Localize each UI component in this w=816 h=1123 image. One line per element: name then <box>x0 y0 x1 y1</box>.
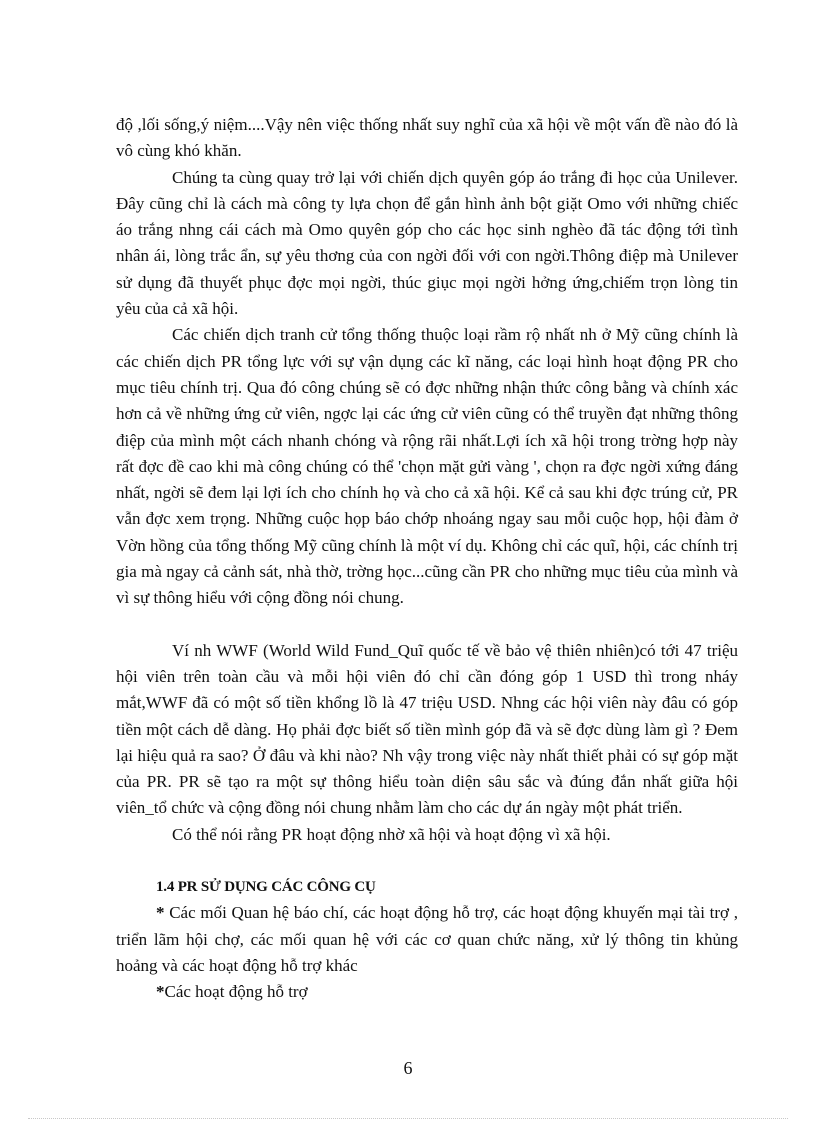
paragraph-continuation: độ ,lối sống,ý niệm....Vậy nên việc thống nhất suy nghĩ của xã hội về một vấn đề nào đó là vô cùng khó khăn. <box>116 115 738 161</box>
bullet-mark: * <box>156 982 165 1002</box>
bullet-text: Các mối Quan hệ báo chí, các hoạt động hỗ trợ, các hoạt động khuyến mại tài trợ , triển lãm hội chợ, các mối quan hệ với các cơ quan chức năng, xử lý thông tin khủng hoảng và các hoạt động hỗ trợ khác <box>116 903 738 975</box>
paragraph-wwf: Ví nh WWF (World Wild Fund_Quĩ quốc tế về bảo vệ thiên nhiên)có tới 47 triệu hội viên trên toàn cầu và mỗi hội viên đó chỉ cần đóng góp 1 USD thì trong nháy mắt,WWF đã có một số tiền khổng lồ là 47 triệu USD. Nhng các hội viên này đâu có góp tiền một cách dễ dàng. Họ phải đợc biết số tiền mình góp đã và sẽ đợc dùng làm gì ? Đem lại hiệu quả ra sao? Ở đâu và khi nào? Nh vậy trong việc này nhất thiết phải có sự góp mặt của PR. PR sẽ tạo ra một sự thông hiểu toàn diện sâu sắc và đúng đắn nhất giữa hội viên_tổ chức và cộng đồng nói chung nhằm làm cho các dự án ngày một phát triển. <box>116 640 738 818</box>
page-number: 6 <box>403 1058 413 1078</box>
bullet-text: Các hoạt động hỗ trợ <box>164 982 308 1002</box>
page-body <box>116 112 738 1006</box>
page-bottom-divider <box>28 1118 788 1119</box>
bullet-item-tools <box>116 900 738 979</box>
bullet-item-support <box>116 979 738 1005</box>
paragraph-unilever: Chúng ta cùng quay trở lại với chiến dịch quyên góp áo trắng đi học của Unilever. Đây cũng chỉ là cách mà công ty lựa chọn để gắn hình ảnh bột giặt Omo với những chiếc áo trắng nhng cái cách mà Omo quyên góp cho các học sinh nghèo đã tác động tới tình nhân ái, lòng trắc ẩn, sự yêu thơng của con ngời đối với con ngời.Thông điệp mà Unilever sử dụng đã thuyết phục đợc mọi ngời, thúc giục mọi ngời hởng ứng,chiếm trọn lòng tin yêu của cả xã hội. <box>116 167 738 319</box>
paragraph-conclusion: Có thể nói rằng PR hoạt động nhờ xã hội và hoạt động vì xã hội. <box>172 824 611 844</box>
section-heading: 1.4 PR SỬ DỤNG CÁC CÔNG CỤ <box>156 879 376 896</box>
paragraph-election-campaigns: Các chiến dịch tranh cử tổng thống thuộc loại rầm rộ nhất nh ở Mỹ cũng chính là các chiến dịch PR tổng lực với sự vận dụng các kĩ năng, các loại hình hoạt động PR cho mục tiêu chính trị. Qua đó công chúng sẽ có đợc những nhận thức công bằng và chính xác hơn cả về những ứng cử viên, ngợc lại các ứng cử viên cũng có thể truyền đạt những thông điệp của mình một cách nhanh chóng và rộng rãi nhất.Lợi ích xã hội trong trờng hợp này rất đợc đề cao khi mà công chúng có thể 'chọn mặt gửi vàng ', chọn ra đợc ngời xứng đáng nhất, ngời sẽ đem lại lợi ích cho chính họ và cho cả xã hội. Kể cả sau khi đợc trúng cử, PR vẫn đợc xem trọng. Những cuộc họp báo chớp nhoáng ngay sau mỗi cuộc họp, hội đàm ở Vờn hồng của tổng thống Mỹ cũng chính là một ví dụ. Không chỉ các quĩ, hội, các chính trị gia mà ngay cả cảnh sát, nhà thờ, trờng học...cũng cần PR cho những mục tiêu của mình và vì sự thông hiểu với cộng đồng nói chung. <box>116 325 738 608</box>
bullet-mark: * <box>156 903 165 923</box>
